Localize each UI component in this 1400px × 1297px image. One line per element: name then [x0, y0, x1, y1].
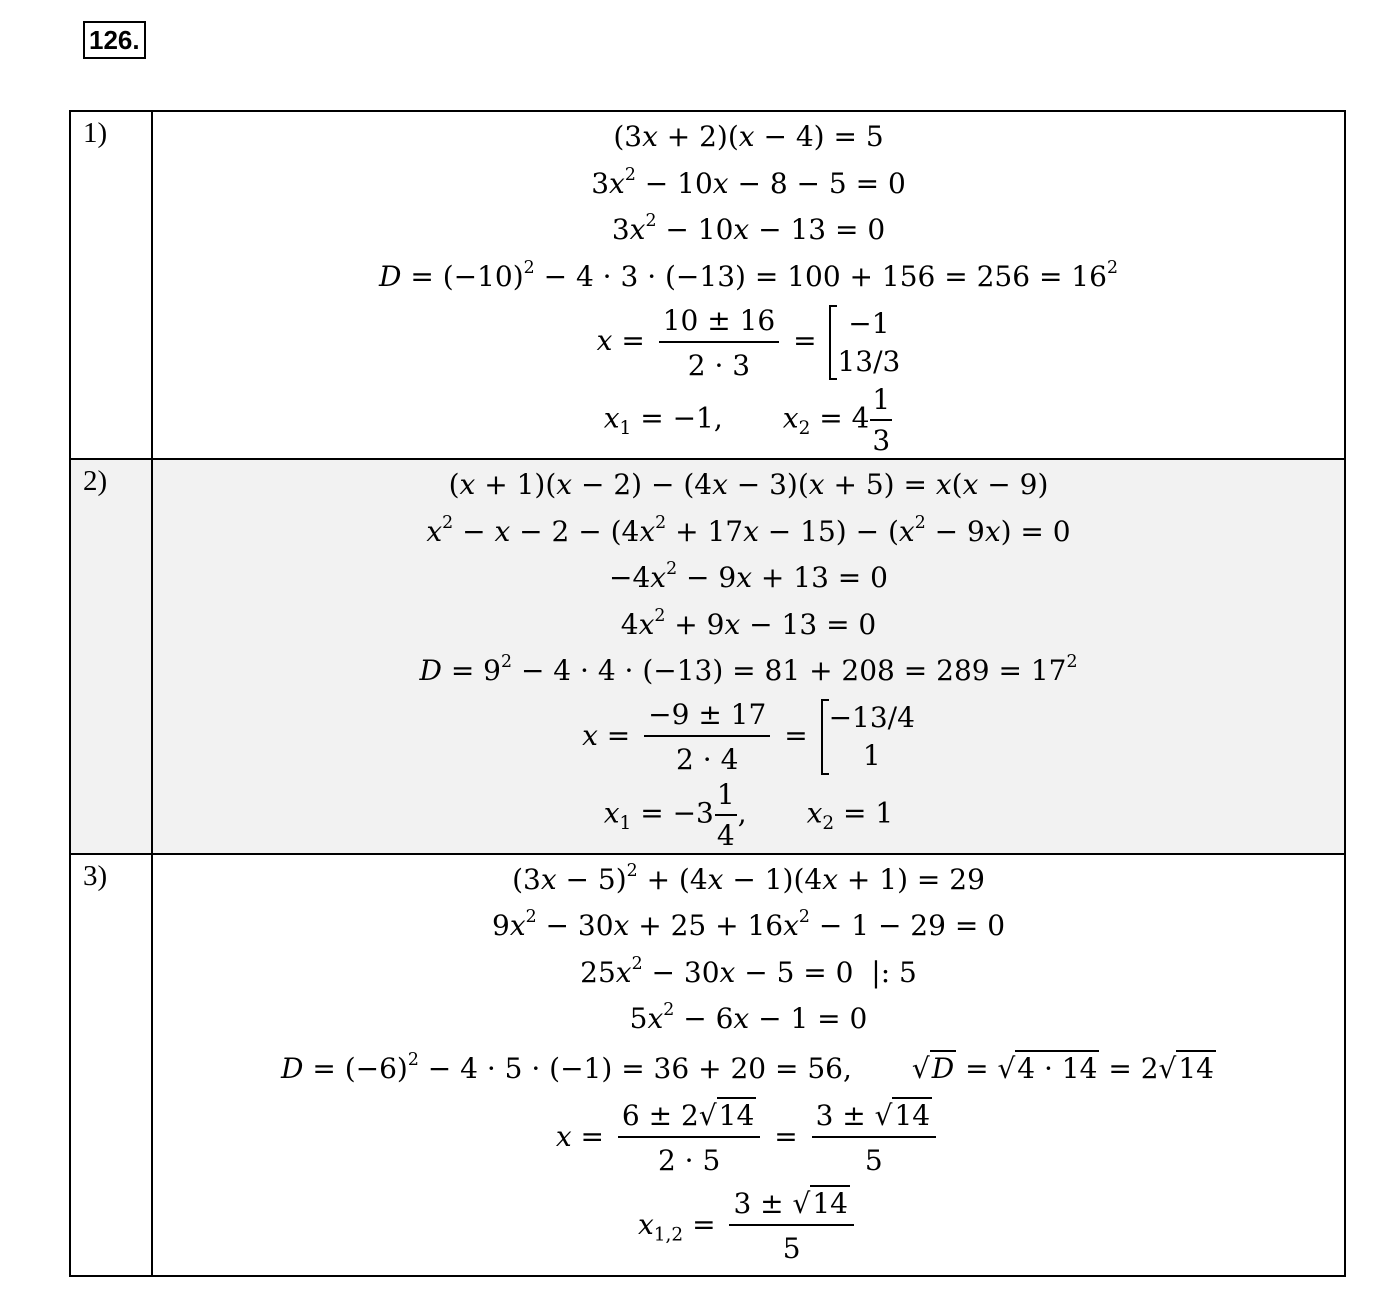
fraction-denominator: 2 · 3: [687, 348, 751, 382]
equation-line: $5x^2 - 6x - 1 = 0$: [629, 999, 868, 1035]
root-formula-line: x = $\frac{-9 \pm 17}{2 \cdot 4}$ = −13/4 1: [582, 698, 915, 776]
table-row: [70, 854, 1345, 1276]
solution-cell: [152, 459, 1345, 854]
equation-line: $25x^2 - 30x - 5 = 0$ |: 5: [580, 953, 917, 989]
equation-line: $9x^2 - 30x + 25 + 16x^2 - 1 - 29 = 0$: [491, 906, 1006, 942]
sqrt-expression: √D: [911, 1051, 955, 1085]
discriminant-line: $D = 9^2 - 4 \cdot 4 \cdot (-13) = 81 + 208 = 289 = 17^2$: [419, 651, 1078, 687]
discriminant-line: $D = (-10)^2 - 4 \cdot 3 \cdot (-13) = 100 + 156 = 256 = 16^2$: [379, 257, 1118, 293]
sqrt-expression: √4 · 14: [997, 1051, 1098, 1085]
answer-line: $x_1 = -1$, $x_2 = 4$ $\frac{1}{3}$: [603, 383, 891, 457]
fraction-denominator: 5: [782, 1232, 801, 1265]
fraction-denominator: 5: [864, 1144, 883, 1177]
root-case: −1: [848, 306, 890, 340]
fraction: [812, 1098, 937, 1178]
equation-line: $x^2 - x - 2 - (4x^2 + 17x - 15) - (x^2 - 9x) = 0$: [426, 512, 1071, 548]
fraction: [715, 777, 737, 853]
root-case: 1: [862, 739, 881, 772]
fraction-numerator: 3 ± √14: [812, 1098, 937, 1138]
fraction-denominator: 2 · 4: [676, 743, 739, 776]
fraction-denominator: 2 · 5: [657, 1144, 721, 1177]
fraction-denominator: 4: [716, 818, 735, 852]
fraction-denominator: 3: [872, 424, 891, 457]
equation-line: $3x^2 - 10x - 8 - 5 = 0$: [591, 164, 906, 200]
fraction: [618, 1098, 760, 1178]
equation-line: $4x^2 + 9x - 13 = 0$: [620, 605, 877, 641]
solution-cell: [152, 854, 1345, 1276]
root-case: −13/4: [828, 701, 915, 735]
equation-line: $3x^2 - 10x - 13 = 0$: [611, 210, 886, 246]
fraction-numerator: 3 ± √14: [729, 1186, 854, 1226]
root-cases-bracket: [829, 305, 900, 381]
answer-x2-whole: 4: [851, 401, 870, 435]
equation-line: (x + 1)(x − 2) − (4x − 3)(x + 5) = x(x − 9): [448, 468, 1049, 501]
fraction: [644, 697, 770, 777]
fraction: [870, 382, 892, 458]
fraction-numerator: −9 ± 17: [644, 697, 770, 737]
root-case: 13/3: [837, 344, 901, 378]
table-row: [70, 459, 1345, 854]
answer-line: $x_1 = -3$ $\frac{1}{4}$ , $x_2 = 1$: [603, 777, 894, 852]
answer-line: $x_{1,2}$ = $\frac{3 \pm √14}{5}$: [153, 1179, 1344, 1271]
row-label: 3): [70, 854, 152, 1276]
fraction: [659, 303, 780, 383]
equation-line: $-4x^2 - 9x + 13 = 0$: [609, 558, 888, 594]
root-formula-line: x = $\frac{10 \pm 16}{2 \cdot 3}$ = −1 13/3: [596, 303, 901, 382]
answer-x1-whole: −3: [672, 796, 714, 829]
row-label: 1): [70, 111, 152, 459]
fraction: [729, 1186, 854, 1266]
fraction-numerator: 1: [715, 777, 737, 816]
task-number-box: 126.: [83, 21, 146, 59]
answer-x2: 1: [875, 796, 894, 829]
sqrt-expression: √14: [1158, 1051, 1214, 1085]
fraction-numerator: 6 ± 2√14: [618, 1098, 760, 1138]
table-row: [70, 111, 1345, 459]
solution-cell: [152, 111, 1345, 459]
equation-line: $(3x - 5)^2 + (4x - 1)(4x + 1) = 29$: [512, 860, 985, 896]
root-formula-line: x = $\frac{6 \pm 2√14}{2 \cdot 5}$ = $\frac{3 \pm √14}{5}$: [153, 1095, 1344, 1179]
fraction-numerator: 1: [870, 382, 892, 421]
equation-line: (3x + 2)(x − 4) = 5: [613, 120, 884, 153]
answer-x1: −1: [672, 401, 714, 435]
root-cases-bracket: [821, 699, 915, 775]
discriminant-line: $D = (-6)^2 - 4 \cdot 5 \cdot (-1) = 36 + 20 = 56$, √D = √4 · 14 = 2√14: [153, 1043, 1344, 1095]
row-label: 2): [70, 459, 152, 854]
fraction-numerator: 10 ± 16: [659, 303, 780, 343]
solution-table: [69, 110, 1346, 1277]
